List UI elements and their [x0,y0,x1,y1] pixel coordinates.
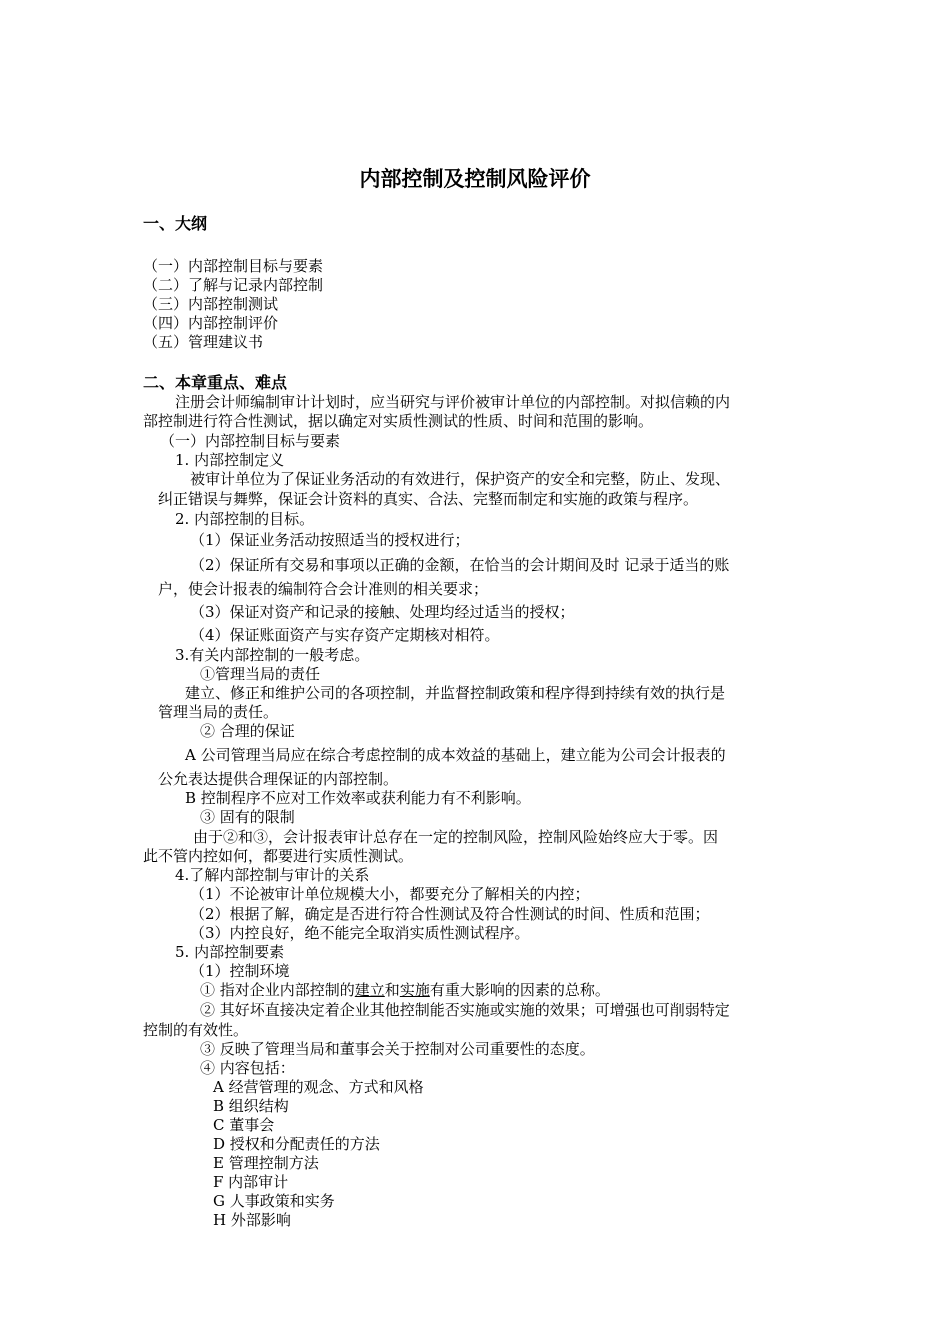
subsection-heading: 1. 内部控制定义 [175,451,285,469]
list-item: C 董事会 [213,1116,275,1134]
section-heading: （一）内部控制目标与要素 [160,432,341,450]
subsection-heading: 4.了解内部控制与审计的关系 [175,866,370,884]
paragraph-line: 纠正错误与舞弊，保证会计资料的真实、合法、完整而制定和实施的政策与程序。 [158,490,699,508]
text-span: 和 [384,981,400,999]
paragraph-line: （1）不论被审计单位规模大小，都要充分了解相关的内控； [190,885,590,903]
paragraph-line: 此不管内控如何，都要进行实质性测试。 [143,847,414,865]
item-heading: ③ 固有的限制 [200,808,295,826]
paragraph-line: （3）内控良好，绝不能完全取消实质性测试程序。 [190,924,530,942]
paragraph-line: （4）保证账面资产与实存资产定期核对相符。 [190,626,500,644]
item-heading: ①管理当局的责任 [200,665,321,683]
list-item: D 授权和分配责任的方法 [213,1135,380,1153]
subsection-heading: 2. 内部控制的目标。 [175,510,315,528]
outline-heading: 一、大纲 [143,214,208,233]
paragraph-line: （1）保证业务活动按照适当的授权进行； [190,531,470,549]
paragraph-line: A 公司管理当局应在综合考虑控制的成本效益的基础上，建立能为公司会计报表的 [185,746,726,764]
list-item: A 经营管理的观念、方式和风格 [213,1078,424,1096]
paragraph-line: B 控制程序不应对工作效率或获利能力有不利影响。 [185,789,531,807]
paragraph-line: （3）保证对资产和记录的接触、处理均经过适当的授权； [190,603,575,621]
item-heading: ② 合理的保证 [200,722,295,740]
text-span: ① 指对企业内部控制的 [200,981,355,999]
item-heading: （1）控制环境 [190,962,290,980]
paragraph-line: 被审计单位为了保证业务活动的有效进行，保护资产的安全和完整，防止、发现、 [190,470,731,488]
list-item: G 人事政策和实务 [213,1192,335,1210]
outline-item: （五）管理建议书 [143,333,264,351]
list-item: B 组织结构 [213,1097,289,1115]
subsection-heading: 5. 内部控制要素 [175,943,285,961]
paragraph-line: ③ 反映了管理当局和董事会关于控制对公司重要性的态度。 [200,1040,595,1058]
paragraph-line: （2）根据了解，确定是否进行符合性测试及符合性测试的时间、性质和范围； [190,905,710,923]
key-points-heading: 二、本章重点、难点 [143,373,288,392]
paragraph-line: （2）保证所有交易和事项以正确的金额，在恰当的会计期间及时 记录于适当的账 [190,556,730,574]
document-title: 内部控制及控制风险评价 [359,167,591,191]
paragraph-line: 公允表达提供合理保证的内部控制。 [158,770,399,788]
paragraph-line: ④ 内容包括： [200,1059,295,1077]
outline-item: （四）内部控制评价 [143,314,279,332]
outline-item: （一）内部控制目标与要素 [143,257,324,275]
paragraph-line [200,981,610,1000]
outline-item: （三）内部控制测试 [143,295,279,313]
list-item: H 外部影响 [213,1211,291,1229]
underlined-term: 建立 [354,981,385,999]
outline-item: （二）了解与记录内部控制 [143,276,324,294]
paragraph-line: 控制的有效性。 [143,1021,249,1039]
underlined-term: 实施 [399,981,430,999]
paragraph-line: 建立、修正和维护公司的各项控制，并监督控制政策和程序得到持续有效的执行是 [185,684,726,702]
list-item: F 内部审计 [213,1173,289,1191]
list-item: E 管理控制方法 [213,1154,319,1172]
paragraph-line: 注册会计师编制审计计划时，应当研究与评价被审计单位的内部控制。对拟信赖的内 [175,393,731,411]
paragraph-line: 户，使会计报表的编制符合会计准则的相关要求； [158,580,489,598]
subsection-heading: 3.有关内部控制的一般考虑。 [175,646,370,664]
paragraph-line: 部控制进行符合性测试，据以确定对实质性测试的性质、时间和范围的影响。 [143,412,654,430]
paragraph-line: 由于②和③，会计报表审计总存在一定的控制风险，控制风险始终应大于零。因 [193,828,719,846]
paragraph-line: 管理当局的责任。 [158,703,279,721]
paragraph-line: ② 其好坏直接决定着企业其他控制能否实施或实施的效果；可增强也可削弱特定 [200,1001,730,1019]
text-span: 有重大影响的因素的总称。 [429,981,610,999]
